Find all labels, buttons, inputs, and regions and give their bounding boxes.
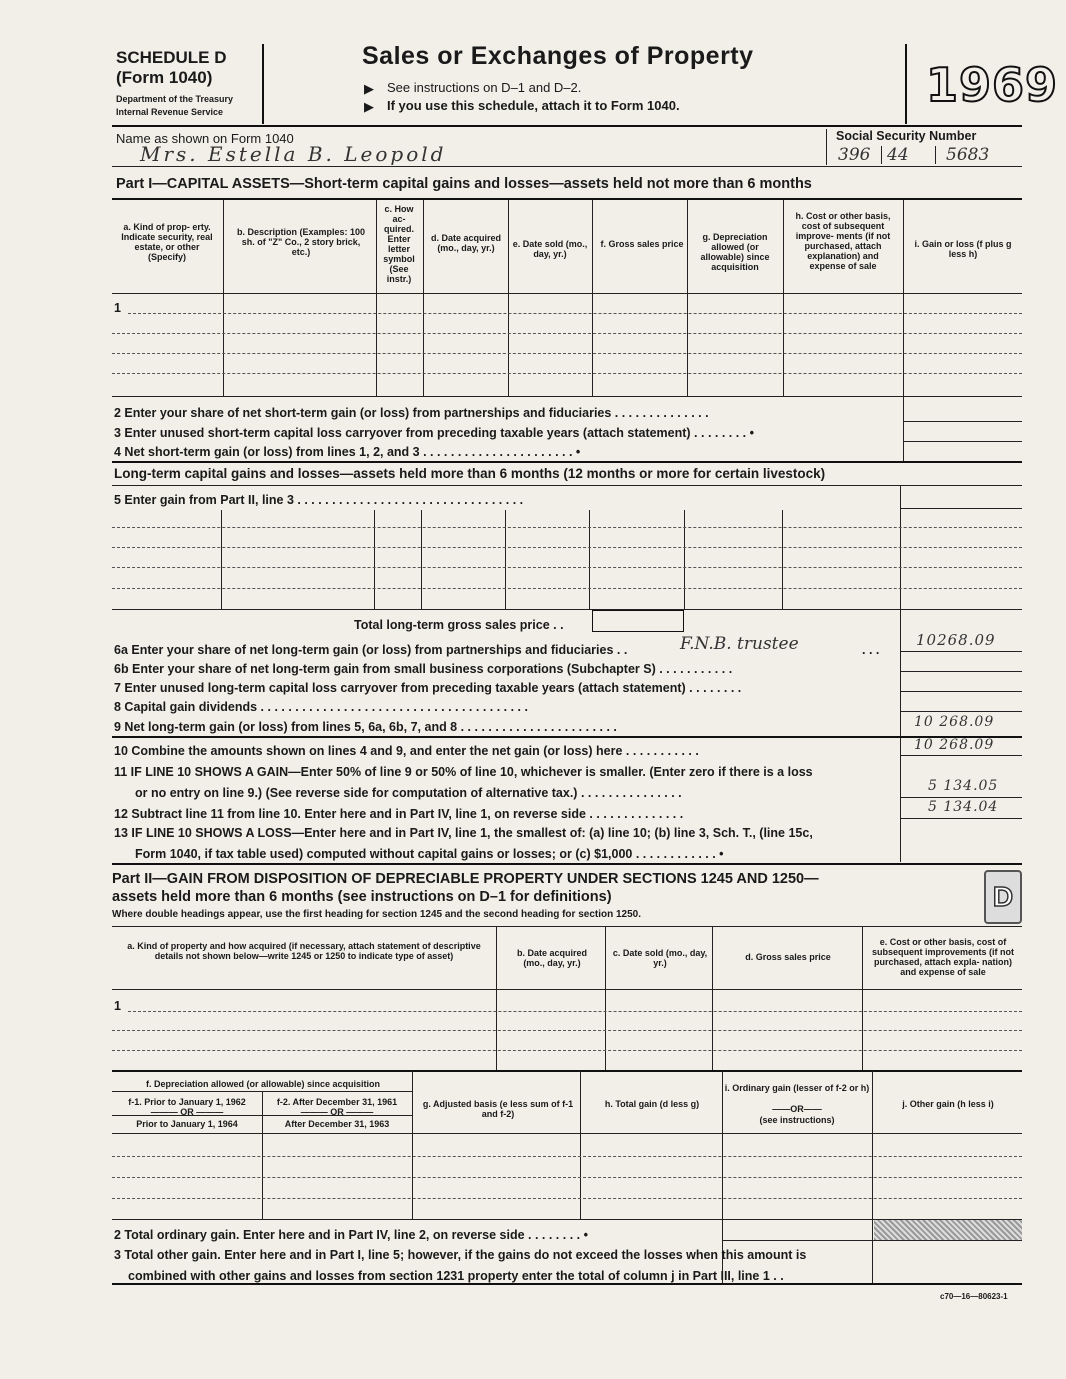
p2-col-f2-bot: After December 31, 1963 (284, 1119, 390, 1129)
total-gross-sales-box[interactable] (592, 610, 684, 632)
shaded-box (874, 1220, 1022, 1240)
grid-line (112, 485, 1022, 486)
part1-heading: Part I—CAPITAL ASSETS—Short-term capital gains and losses—assets held not more than 6 months (116, 176, 812, 192)
part1-line9: 9 Net long-term gain (or loss) from lines 5, 6a, 6b, 7, and 8 . . . . . . . . . . . . . . . . . . . . . . . (114, 720, 617, 734)
schedule-d-badge: D (984, 870, 1022, 924)
amount-field[interactable] (900, 755, 1022, 756)
section-rule (112, 1283, 1022, 1285)
part1-line4: 4 Net short-term gain (or loss) from lines 1, 2, and 3 . . . . . . . . . . . . . . . . . . . . . . • (114, 445, 581, 459)
grid-line (376, 200, 377, 397)
amount-field[interactable] (900, 671, 1022, 672)
col-cost-basis: h. Cost or other basis, cost of subsequent improve- ments (if not purchased, attach explanation) and expense of sale (795, 211, 891, 271)
col-gain-loss: i. Gain or loss (f plus g less h) (914, 239, 1012, 259)
line6a-amount[interactable]: 10268.09 (916, 631, 996, 649)
irs-label: Internal Revenue Service (116, 107, 224, 117)
p2-col-date-acquired: b. Date acquired (mo., day, yr.) (516, 948, 588, 968)
p2-col-f1-bot: Prior to January 1, 1964 (136, 1119, 238, 1129)
part2-line3a: 3 Total other gain. Enter here and in Part I, line 5; however, if the gains do not exceed the losses when this amount is (114, 1248, 807, 1262)
entry-row[interactable] (112, 527, 1022, 528)
p2-col-gross-sales: d. Gross sales price (745, 952, 831, 962)
instructions-1: See instructions on D–1 and D–2. (387, 80, 582, 95)
part1-line3: 3 Enter unused short-term capital loss carryover from preceding taxable years (attach statement) . . . . . . . . • (114, 426, 754, 440)
part1-line12: 12 Subtract line 11 from line 10. Enter here and in Part IV, line 1, on reverse side . . . . . . . . . . . . . . (114, 807, 684, 821)
grid-line (722, 1240, 1022, 1241)
schedule-label: SCHEDULE D (116, 48, 227, 67)
entry-row[interactable] (128, 313, 1022, 314)
grid-line (508, 200, 509, 397)
grid-line (684, 510, 685, 610)
col-depreciation: g. Depreciation allowed (or allowable) since acquisition (700, 232, 770, 272)
grid-line (782, 510, 783, 610)
entry-row[interactable] (112, 547, 1022, 548)
section-rule (112, 736, 1022, 738)
part1-line8: 8 Capital gain dividends . . . . . . . . . . . . . . . . . . . . . . . . . . . . . . . . . . . . . . . (114, 700, 528, 714)
grid-line (580, 1071, 581, 1219)
grid-line (221, 510, 222, 610)
p2-col-f2-top: f-2. After December 31, 1961 (276, 1097, 398, 1107)
grid-line (687, 200, 688, 397)
ssn-part-2[interactable]: 44 (887, 145, 909, 165)
total-gross-sales-label: Total long-term gross sales price . . (354, 618, 564, 632)
longterm-heading: Long-term capital gains and losses—assets held more than 6 months (12 months or more for certain livestock) (114, 466, 826, 481)
entry-row[interactable] (112, 588, 1022, 589)
p2-col-total-gain: h. Total gain (d less g) (604, 1099, 700, 1109)
part1-line10: 10 Combine the amounts shown on lines 4 and 9, and enter the net gain (or loss) here . . . . . . . . . . . (114, 744, 699, 758)
col-description: b. Description (Examples: 100 sh. of "Z" Co., 2 story brick, etc.) (236, 227, 366, 257)
p2-col-f1-or: ——— OR ——— (150, 1107, 224, 1117)
name-label: Name as shown on Form 1040 (116, 131, 294, 146)
amount-field[interactable] (900, 797, 1022, 798)
section-rule (112, 461, 1022, 463)
grid-line (505, 510, 506, 610)
entry-row[interactable] (112, 333, 1022, 334)
form-label: (Form 1040) (116, 68, 213, 87)
part1-line5: 5 Enter gain from Part II, line 3 . . . . . . . . . . . . . . . . . . . . . . . . . . . . . . . . . (114, 493, 524, 507)
p2-col-ordinary-top: i. Ordinary gain (lesser of f-2 or h) (724, 1083, 870, 1093)
part2-line2: 2 Total ordinary gain. Enter here and in Part IV, line 2, on reverse side . . . . . . . . • (114, 1228, 588, 1242)
amount-field[interactable] (900, 508, 1022, 509)
name-value[interactable]: Mrs. Estella B. Leopold (140, 142, 447, 166)
grid-line (783, 200, 784, 397)
header-divider-left (262, 44, 264, 124)
line9-amount[interactable]: 10 268.09 (914, 714, 995, 730)
part1-rule (112, 198, 1022, 200)
p2-col-f2-or: ——— OR ——— (300, 1107, 374, 1117)
grid-line (223, 200, 224, 397)
header-rule (112, 125, 1022, 127)
section-rule (112, 863, 1022, 865)
p2-col-cost-basis: e. Cost or other basis, cost of subsequent improvements (if not purchased, attach expla- nation) and expense of sale (871, 937, 1014, 977)
col-kind-of-property: a. Kind of prop- erty. Indicate security, real estate, or other (Specify) (121, 222, 213, 262)
header-divider-right (905, 44, 907, 124)
grid-line (112, 609, 1022, 610)
p2-col-ordinary-or: ——OR—— (772, 1104, 822, 1114)
part1-line2: 2 Enter your share of net short-term gain (or loss) from partnerships and fiduciaries . . . . . . . . . . . . . . (114, 406, 709, 420)
p2-col-date-sold: c. Date sold (mo., day, yr.) (612, 948, 708, 968)
line6a-note[interactable]: F.N.B. trustee (680, 634, 799, 654)
amount-field[interactable] (900, 651, 1022, 652)
ssn-part-3[interactable]: 5683 (946, 145, 990, 165)
grid-line (262, 1091, 263, 1219)
p2-col-f1-top: f-1. Prior to January 1, 1962 (128, 1097, 246, 1107)
col-date-acquired: d. Date acquired (mo., day, yr.) (430, 233, 502, 253)
ssn-label: Social Security Number (836, 129, 977, 143)
line10-amount[interactable]: 10 268.09 (914, 737, 995, 753)
year-label: 1969 (926, 58, 1059, 112)
part1-line1-num: 1 (114, 301, 121, 315)
line11-amount[interactable]: 5 134.05 (928, 778, 999, 794)
form-code: c70—16—80623-1 (940, 1292, 1008, 1301)
col-how-acquired: c. How ac- quired. Enter letter symbol (See instr.) (383, 204, 415, 284)
col-gross-sales: f. Gross sales price (600, 239, 684, 249)
section-rule (112, 1070, 1022, 1072)
part1-line7: 7 Enter unused long-term capital loss carryover from preceding taxable years (attach statement) . . . . . . . . (114, 681, 742, 695)
ssn-part-1[interactable]: 396 (838, 145, 871, 165)
part2-note: Where double headings appear, use the first heading for section 1245 and the second heading for section 1250. (112, 909, 642, 920)
entry-row[interactable] (128, 1011, 1022, 1012)
entry-row[interactable] (112, 567, 1022, 568)
part1-line11a: 11 IF LINE 10 SHOWS A GAIN—Enter 50% of line 9 or 50% of line 10, whichever is smaller. (Enter zero if there is a loss (114, 765, 813, 779)
grid-line (112, 926, 1022, 927)
grid-line (900, 486, 901, 862)
amount-field[interactable] (900, 691, 1022, 692)
line12-amount[interactable]: 5 134.04 (928, 799, 999, 815)
entry-row[interactable] (112, 353, 1022, 354)
part2-line1-num: 1 (114, 999, 121, 1013)
part1-line11b: or no entry on line 9.) (See reverse side for computation of alternative tax.) . . . . . . . . . . . . . . . (135, 786, 682, 800)
amount-field[interactable] (900, 818, 1022, 819)
grid-line (903, 200, 904, 462)
part1-line6b: 6b Enter your share of net long-term gain from small business corporations (Subchapter S) . . . . . . . . . . . (114, 662, 733, 676)
ssn-divider (826, 129, 827, 165)
entry-row[interactable] (112, 1030, 1022, 1031)
amount-field[interactable] (903, 421, 1022, 422)
amount-field[interactable] (900, 711, 1022, 712)
grid-line (112, 396, 1022, 397)
entry-row[interactable] (112, 1050, 1022, 1051)
name-rule (112, 166, 1022, 167)
grid-line (589, 510, 590, 610)
ssn-sep (935, 146, 936, 164)
form-title: Sales or Exchanges of Property (362, 42, 754, 70)
arrow-icon: ▶ (364, 99, 374, 114)
p2-col-ordinary-bot: (see instructions) (759, 1115, 835, 1125)
p2-col-adjusted-basis: g. Adjusted basis (e less sum of f-1 and f-2) (422, 1099, 574, 1119)
p2-col-depreciation: f. Depreciation allowed (or allowable) since acquisition (145, 1079, 381, 1089)
entry-row[interactable] (112, 373, 1022, 374)
ssn-sep (881, 146, 882, 164)
entry-row[interactable] (112, 1156, 1022, 1157)
amount-field[interactable] (903, 441, 1022, 442)
grid-line (592, 200, 593, 397)
part1-line13b: Form 1040, if tax table used) computed without capital gains or losses; or (c) $1,000 . . . . . . . . . . . . • (135, 847, 724, 861)
grid-line (374, 510, 375, 610)
part2-line3b: combined with other gains and losses from section 1231 property enter the total of column j in Part III, line 1 . . (128, 1269, 784, 1283)
grid-line (112, 293, 1022, 294)
arrow-icon: ▶ (364, 81, 374, 96)
part2-heading: Part II—GAIN FROM DISPOSITION OF DEPRECIABLE PROPERTY UNDER SECTIONS 1245 AND 1250— (112, 871, 819, 887)
grid-line (112, 989, 1022, 990)
part1-line6a: 6a Enter your share of net long-term gain (or loss) from partnerships and fiduciaries . . (114, 643, 628, 657)
grid-line (423, 200, 424, 397)
grid-line (112, 1133, 1022, 1134)
dept-label: Department of the Treasury (116, 94, 234, 104)
part1-line13a: 13 IF LINE 10 SHOWS A LOSS—Enter here and in Part IV, line 1, the smallest of: (a) line 10; (b) line 3, Sch. T., (line 15c, (114, 826, 813, 840)
col-date-sold: e. Date sold (mo., day, yr.) (512, 239, 588, 259)
instructions-2: If you use this schedule, attach it to Form 1040. (387, 98, 680, 113)
entry-row[interactable] (112, 1198, 1022, 1199)
grid-line (421, 510, 422, 610)
entry-row[interactable] (112, 1177, 1022, 1178)
grid-line (412, 1071, 413, 1219)
part2-subheading: assets held more than 6 months (see instructions on D–1 for definitions) (112, 889, 612, 905)
line6a-dots: . . . (862, 643, 880, 657)
p2-col-other-gain: j. Other gain (h less i) (902, 1099, 994, 1109)
p2-col-kind: a. Kind of property and how acquired (if necessary, attach statement of descriptive details not shown below—write 1245 or 1250 to indicate type of asset) (127, 941, 481, 961)
